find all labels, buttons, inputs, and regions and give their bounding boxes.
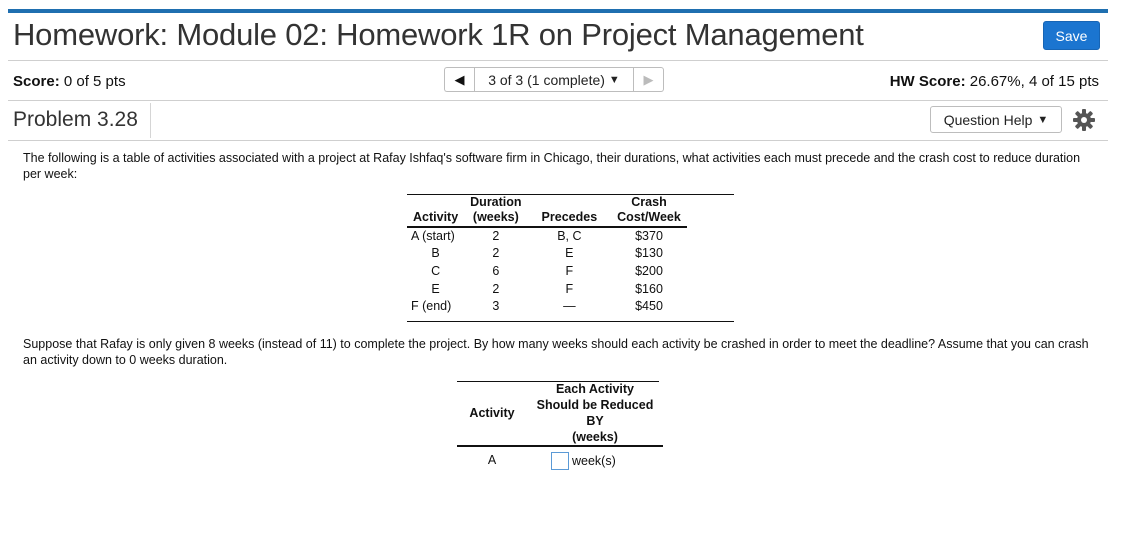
answer-header-line1: Each Activity	[555, 382, 635, 396]
header-crash-line1: Crash	[631, 194, 667, 209]
question-help-button[interactable]	[930, 106, 1062, 133]
cell-activity: A (start)	[411, 228, 455, 243]
table-row	[407, 263, 687, 281]
table-row	[407, 298, 687, 316]
save-button[interactable]: Save	[1043, 21, 1100, 50]
cell-duration: 2	[492, 246, 500, 261]
cell-duration: 2	[492, 228, 500, 243]
cell-activity: E	[431, 281, 440, 296]
next-question-button[interactable]	[634, 67, 664, 92]
cell-activity: F (end)	[411, 299, 452, 314]
header-crash	[611, 194, 687, 227]
cell-crash: $200	[635, 263, 663, 278]
previous-question-button[interactable]	[444, 67, 474, 92]
cell-activity: B	[431, 246, 440, 261]
question-navigator	[444, 67, 664, 94]
hw-score-label: HW Score:	[889, 73, 966, 90]
header-activity: Activity	[413, 210, 459, 224]
cell-precedes: E	[565, 246, 574, 261]
top-accent-bar	[8, 9, 1108, 13]
chevron-down-icon: ▼	[1037, 113, 1049, 126]
problem-title: Problem 3.28	[13, 108, 138, 131]
header-precedes: Precedes	[541, 210, 598, 224]
answer-header-row	[457, 381, 663, 446]
answer-header-reduce	[527, 381, 663, 446]
header-duration-line2: (weeks)	[472, 210, 519, 224]
hw-score	[890, 73, 1099, 90]
hw-score-value: 26.67%, 4 of 15 pts	[969, 73, 1099, 90]
score	[13, 73, 126, 90]
question-select-dropdown[interactable]	[474, 67, 634, 92]
caret-left-icon: ◀	[454, 71, 465, 87]
cell-crash: $370	[635, 228, 663, 243]
cell-activity: C	[431, 263, 441, 278]
divider	[8, 140, 1108, 141]
table-row	[407, 245, 687, 263]
answer-cell	[527, 446, 663, 471]
cell-crash: $450	[635, 299, 663, 314]
divider	[8, 60, 1108, 61]
caret-right-icon: ▶	[643, 71, 654, 87]
cell-duration: 3	[492, 299, 500, 314]
cell-precedes: F	[565, 281, 574, 296]
problem-intro-text: The following is a table of activities associated with a project at Rafay Ishfaq's software firm in Chicago, their durations, what activities each must precede and the crash cost to reduce duration per week:	[23, 151, 1081, 181]
answer-table	[457, 381, 663, 471]
table-bottom-rule	[407, 321, 734, 322]
chevron-down-icon: ▼	[608, 73, 620, 86]
question-text: Suppose that Rafay is only given 8 weeks (instead of 11) to complete the project. By how many weeks should each activity be crashed in order to meet the deadline? Assume that you can crash an activity down to 0 weeks duration.	[23, 337, 1089, 367]
activity-table	[407, 194, 687, 316]
question-position-label: 3 of 3 (1 complete)	[488, 71, 605, 88]
cell-crash: $130	[635, 246, 663, 261]
gear-icon[interactable]	[1072, 108, 1096, 132]
header-crash-line2: Cost/Week	[617, 210, 681, 224]
cell-duration: 6	[492, 263, 500, 278]
table-row	[407, 281, 687, 299]
score-label: Score:	[13, 73, 60, 90]
answer-header-line4: (weeks)	[572, 430, 618, 444]
vertical-divider	[150, 103, 151, 138]
answer-header-line2: Should be Reduced	[536, 398, 654, 412]
cell-precedes: B, C	[557, 228, 582, 243]
cell-duration: 2	[492, 281, 500, 296]
cell-crash: $160	[635, 281, 663, 296]
table-row	[407, 227, 687, 246]
week-reduction-input[interactable]	[551, 452, 569, 470]
answer-header-line3: BY	[586, 414, 604, 428]
answer-activity: A	[487, 453, 497, 468]
cell-precedes: —	[563, 299, 576, 314]
page-title: Homework: Module 02: Homework 1R on Project Management	[13, 17, 864, 52]
question-help-label: Question Help	[943, 111, 1033, 128]
table-header-row	[407, 194, 687, 227]
cell-precedes: F	[565, 263, 574, 278]
answer-row	[457, 446, 663, 471]
unit-label: week(s)	[572, 453, 616, 468]
header-duration-line1: Duration	[470, 194, 522, 209]
header-duration	[464, 194, 527, 227]
score-value: 0 of 5 pts	[63, 73, 126, 90]
answer-header-activity: Activity	[469, 406, 515, 420]
divider	[8, 100, 1108, 101]
